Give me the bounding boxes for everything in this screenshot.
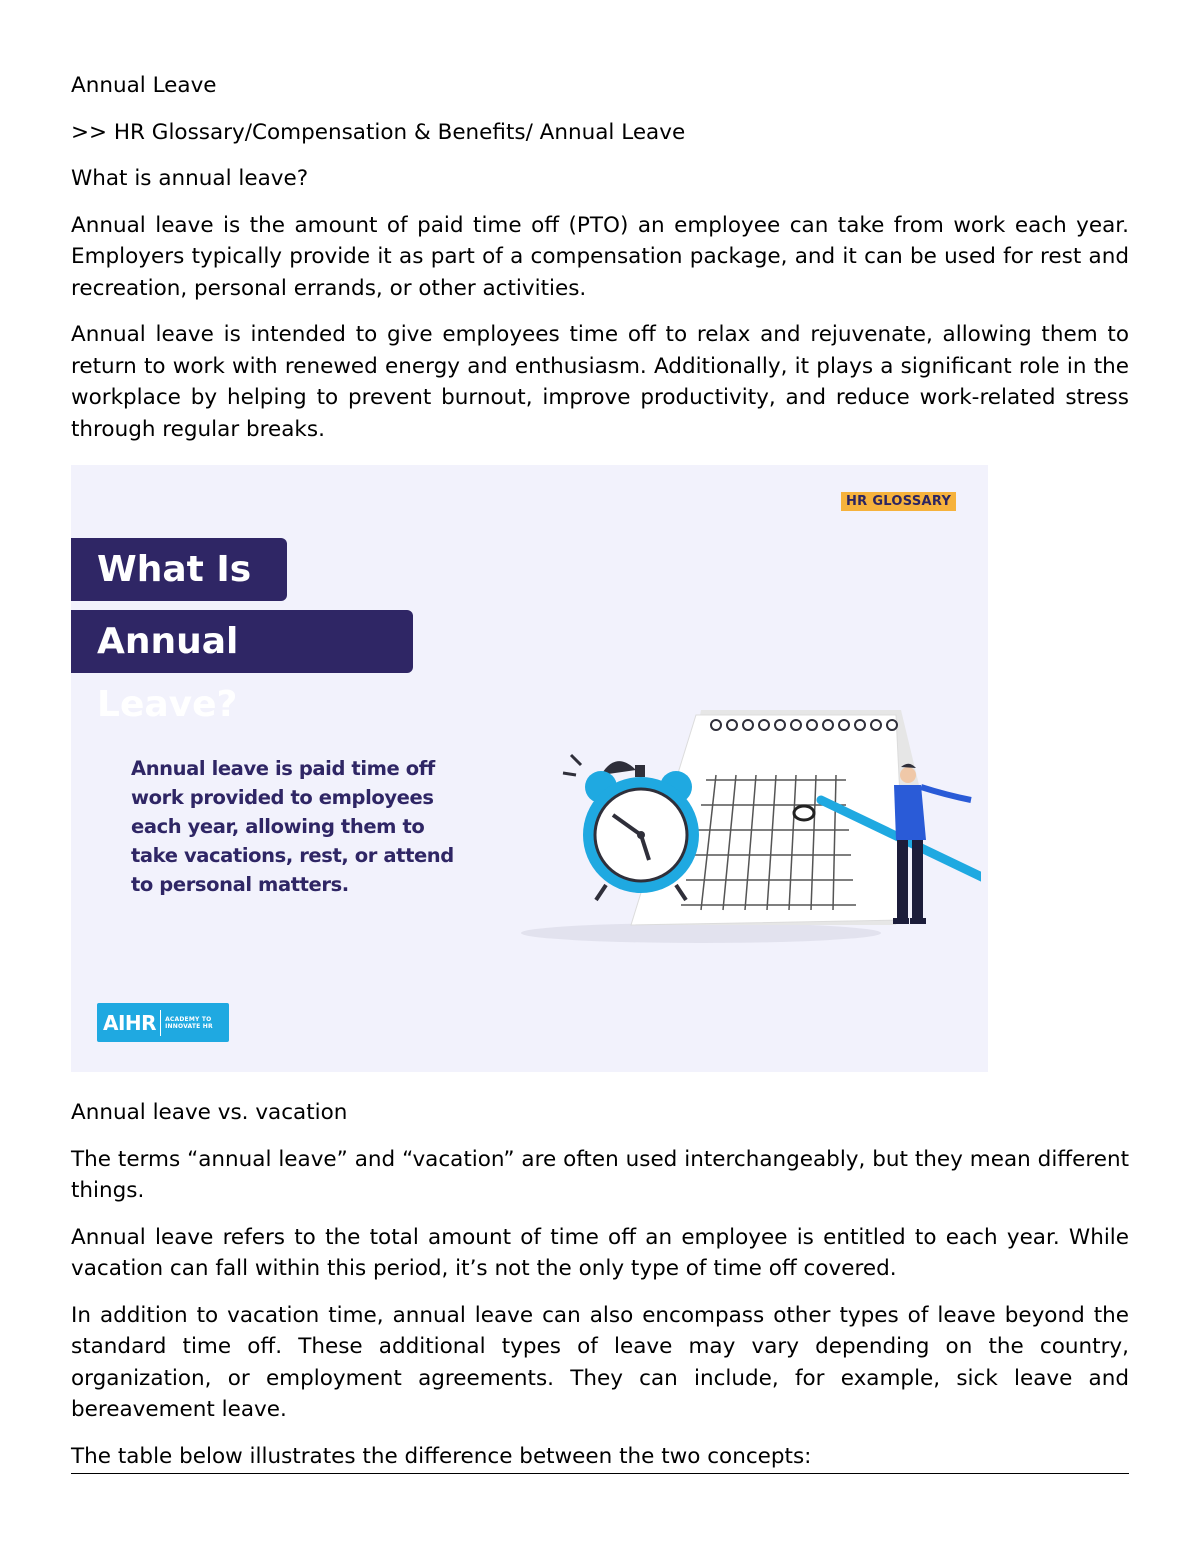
figure-title-line1: What Is xyxy=(71,538,287,601)
calendar-clock-illustration xyxy=(501,705,981,965)
paragraph-definition: Annual leave is the amount of paid time off (PTO) an employee can take from work each year. Employers typically provide it as part of a compensation package, and it can be used for rest and recreation, personal errands, or other activities. xyxy=(71,212,1129,301)
paragraph-table-intro: The table below illustrates the difference between the two concepts: xyxy=(71,1441,1129,1475)
logo-subtitle-line1: ACADEMY TO xyxy=(165,1015,212,1023)
aihr-logo xyxy=(97,1003,229,1042)
paragraph-additional: In addition to vacation time, annual leave can also encompass other types of leave beyond the standard time off. These additional types of leave may vary depending on the country, organization, or employment agreements. They can include, for example, sick leave and bereavement leave. xyxy=(71,1302,1129,1422)
paragraph-terms: The terms “annual leave” and “vacation” are often used interchangeably, but they mean different things. xyxy=(71,1146,1129,1203)
document-page xyxy=(71,70,1129,1474)
doc-title: Annual Leave xyxy=(71,73,217,98)
paragraph-refers: Annual leave refers to the total amount of time off an employee is entitled to each year. While vacation can fall within this period, it’s not the only type of time off covered. xyxy=(71,1224,1129,1281)
logo-subtitle xyxy=(165,1016,213,1030)
logo-divider xyxy=(160,1010,161,1036)
logo-text: AIHR xyxy=(103,1010,157,1035)
logo-subtitle-line2: INNOVATE HR xyxy=(165,1022,213,1030)
heading-vs-vacation: Annual leave vs. vacation xyxy=(71,1100,348,1125)
infographic-figure xyxy=(71,465,988,1072)
figure-description: Annual leave is paid time off work provided to employees each year, allowing them to take vacations, rest, or attend to personal matters. xyxy=(131,757,454,896)
paragraph-purpose: Annual leave is intended to give employees time off to relax and rejuvenate, allowing them to return to work with renewed energy and enthusiasm. Additionally, it plays a significant role in the workplace by helping to prevent burnout, improve productivity, and reduce work-related stress through regular breaks. xyxy=(71,322,1129,442)
hr-glossary-badge: HR GLOSSARY xyxy=(841,492,956,511)
breadcrumb: >> HR Glossary/Compensation & Benefits/ Annual Leave xyxy=(71,119,686,145)
heading-what-is: What is annual leave? xyxy=(71,166,309,191)
alarm-clock-icon xyxy=(563,755,699,900)
figure-title-line2: Annual Leave? xyxy=(71,610,413,673)
